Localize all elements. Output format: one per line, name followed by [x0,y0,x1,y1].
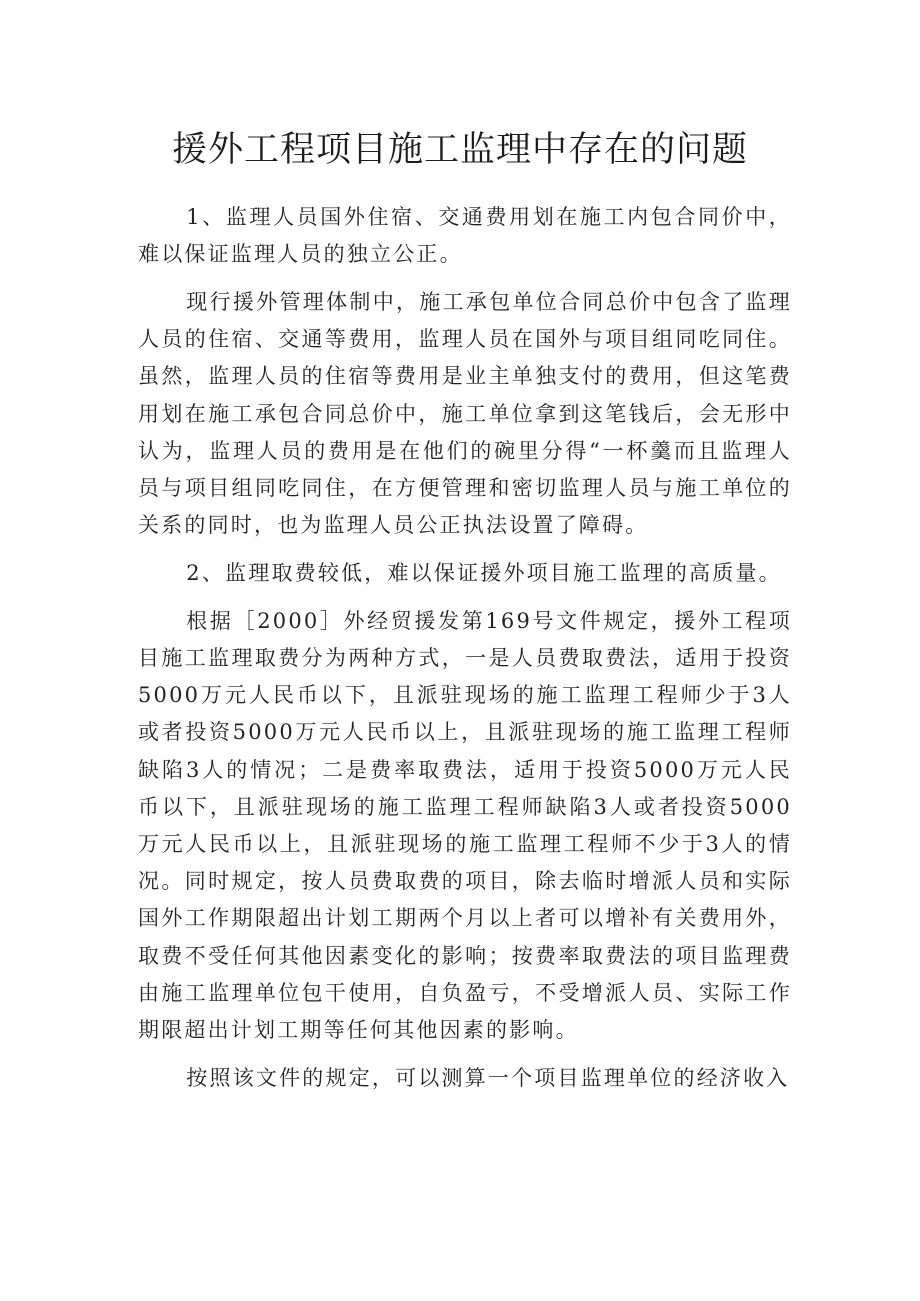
paragraph-3: 2、监理取费较低，难以保证援外项目施工监理的高质量。 [186,561,782,586]
paragraph-4: 根据［2000］外经贸援发第169号文件规定，援外工程项目施工监理取费分为两种方式，一是人员费取费法，适用于投资5000万元人民币以下，且派驻现场的施工监理工程师少于3人或者投资5000万元人民币以上，且派驻现场的施工监理工程师缺陷3人的情况；二是费率取费法，适用于投资5000万元人民币以下，且派驻现场的施工监理工程师缺陷3人或者投资5000万元人民币以上，且派驻现场的施工监理工程师不少于3人的情况。同时规定，按人员费取费的项目，除去临时增派人员和实际国外工作期限超出计划工期两个月以上者可以增补有关费用外，取费不受任何其他因素变化的影响；按费率取费法的项目监理费由施工监理单位包干使用，自负盈亏，不受增派人员、实际工作期限超出计划工期等任何其他因素的影响。 [138,608,792,1043]
document-title: 援外工程项目施工监理中存在的问题 [171,130,748,170]
paragraph-5: 按照该文件的规定，可以测算一个项目监理单位的经济收入 [186,1065,790,1090]
paragraph-2: 现行援外管理体制中，施工承包单位合同总价中包含了监理人员的住宿、交通等费用，监理人员在国外与项目组同吃同住。虽然，监理人员的住宿等费用是业主单独支付的费用，但这笔费用划在施工承包合同总价中，施工单位拿到这笔钱后，会无形中认为，监理人员的费用是在他们的碗里分得“一杯羹而且监理人员与项目组同吃同住，在方便管理和密切监理人员与施工单位的关系的同时，也为监理人员公正执法设置了障碍。 [138,290,792,538]
document-body [138,199,792,1108]
paragraph-1: 1、监理人员国外住宿、交通费用划在施工内包合同价中，难以保证监理人员的独立公正。 [138,205,792,267]
